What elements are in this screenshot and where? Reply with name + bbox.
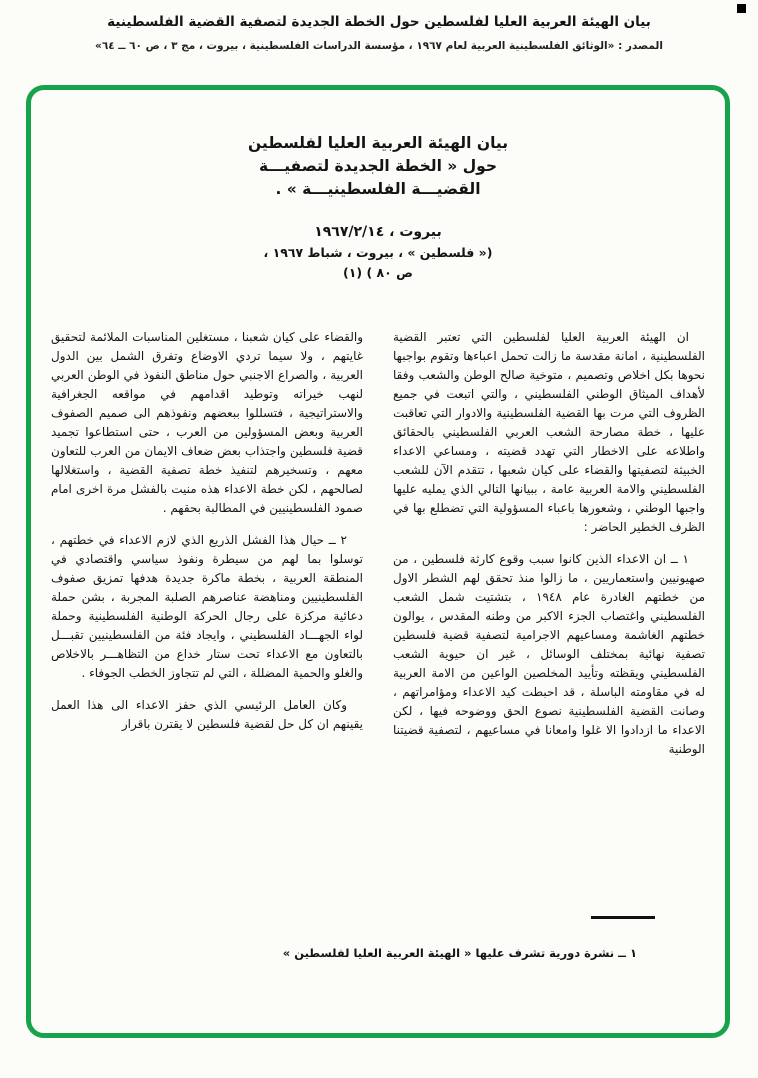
- date-line: بيروت ، ١٩٦٧/٢/١٤: [314, 224, 442, 240]
- header-source: المصدر : «الوثائق الفلسطينية العربية لعام ١٩٦٧ ، مؤسسة الدراسات الفلسطينية ، بيروت ، مج ٣ ، ص ٦٠ ــ ٦٤»: [95, 40, 663, 52]
- green-frame: [26, 85, 730, 1038]
- para-continuation: والقضاء على كيان شعبنا ، مستغلين المناسبات الملائمة لتحقيق غايتهم ، ولا سيما تردي الاوضاع وتفرق الشمل بين الدول العربية ، والصراع الاجنبي حول مناطق النفوذ في الوطن العربي لنهب خيراته وتوطيد اقدامهم في مواقعه الجغرافية والاستراتيجية ، فتسللوا ببعضهم ونفوذهم الى صميم الصفوف العربية وبعض المسؤولين من العرب ، حتى استطاعوا تجميد قضية فلسطين واجتذاب بعض ضعاف الايمان من العرب للتعاون معهم ، وتسخيرهم لتنفيذ خطة تصفية القضية ، واستغلالها لصالحهم ، لكن خطة الاعداء هذه منيت بالفشل مرة اخرى امام صمود الفلسطينيين في المطالبة بحقهم .: [51, 330, 363, 515]
- para-point-1: ١ ــ ان الاعداء الذين كانوا سبب وقوع كارثة فلسطين ، من صهيونيين واستعماريين ، ما زالوا منذ تحقق لهم الشطر الاول من خطتهم الغادرة عام ١٩٤٨ ، بتشتيت شمل الشعب الفلسطيني واغتصاب الجزء الاكبر من وطنه المقدس ، يوالون خطتهم الغاشمة ومساعيهم الاجرامية لتصفية قضية فلسطين تصفية نهائية بمختلف الوسائل ، غير ان حيوية الشعب الفلسطيني ويقظته وتأييد المخلصين الواعين من الامة العربية له في مقاومته الباسلة ، قد احبطت كيد الاعداء ومؤامراتهم ، وصانت القضية الفلسطينية نصوع الحق ووضوحه فيها ، لكن الاعداء ما ازدادوا الا غلوا وامعانا في مساعيهم ، لتصفية قضيتنا الوطنية: [393, 552, 705, 756]
- para-closing: وكان العامل الرئيسي الذي حفز الاعداء الى هذا العمل يقينهم ان كل حل لقضية فلسطين لا يقترن باقرار: [51, 698, 363, 731]
- column-left: [51, 328, 363, 772]
- para-point-2: ٢ ــ حيال هذا الفشل الذريع الذي لازم الاعداء في خطتهم ، توسلوا بما لهم من سيطرة ونفوذ سياسي واقتصادي في المنطقة العربية ، بخطة ماكرة جديدة هدفها تمزيق صفوف الفلسطينيين ومناهضة عناصرهم الصلبة المجربة ، بشن حملة دعائية مركزة على رجال الحركة الوطنية الفلسطينية وحملة لواء الجهـــاد الفلسطيني ، وايجاد فئة من الفلسطينيين تقبـــل بالتعاون مع الاعداء تحت ستار خداع من التظاهـــر بالاخلاص والغلو والحمية المضللة ، التي لم تتجاوز الخطب الجوفاء .: [51, 533, 363, 680]
- page-reference-line: ص ٨٠ ) (١): [343, 265, 413, 280]
- document-title: [31, 132, 725, 201]
- page-header: [0, 12, 758, 52]
- document-title-line-2: حول « الخطة الجديدة لتصفيـــة: [258, 157, 498, 175]
- body-columns: [51, 328, 705, 772]
- document-title-line-1: بيان الهيئة العربية العليا لفلسطين: [247, 134, 509, 152]
- footnote-divider: [591, 916, 655, 919]
- date-block: [31, 221, 725, 283]
- column-right: [393, 328, 705, 772]
- footnote-text: ١ ــ نشرة دورية تشرف عليها « الهيئة العربية العليا لفلسطين »: [282, 946, 637, 960]
- publication-line: (« فلسطين » ، بيروت ، شباط ١٩٦٧ ،: [263, 245, 493, 260]
- header-title: بيان الهيئة العربية العليا لفلسطين حول الخطة الجديدة لتصفية القضية الفلسطينية: [107, 14, 651, 30]
- para-intro: ان الهيئة العربية العليا لفلسطين التي تعتبر القضية الفلسطينية ، امانة مقدسة ما زالت تحمل اعباءها وتقوم بواجبها نحوها بكل اخلاص وتصميم ، متوخية صالح الوطن والشعب وفقا لأهداف الميثاق الوطني الفلسطيني ، والتي اتبعت في جميع الظروف التي مرت بها القضية الفلسطينية والادوار التي تعاقبت عليها ، خطة مصارحة الشعب العربي الفلسطيني بالحقائق واطلاعه على الاخطار التي تهدد قضيته ، ومساعي الاعداء الخبيثة لتصفيتها والقضاء على كيان شعبها ، تتقدم الآن للشعب الفلسطيني والامة العربية عامة ، ببيانها التالي الذي يمليه عليها واجبها الوطني ، وشعورها باعباء المسؤولية التي تضطلع بها في الظرف الخطير الحاضر :: [393, 330, 705, 534]
- document-title-line-3: القضيـــة الفلسطينيـــة » .: [275, 180, 481, 198]
